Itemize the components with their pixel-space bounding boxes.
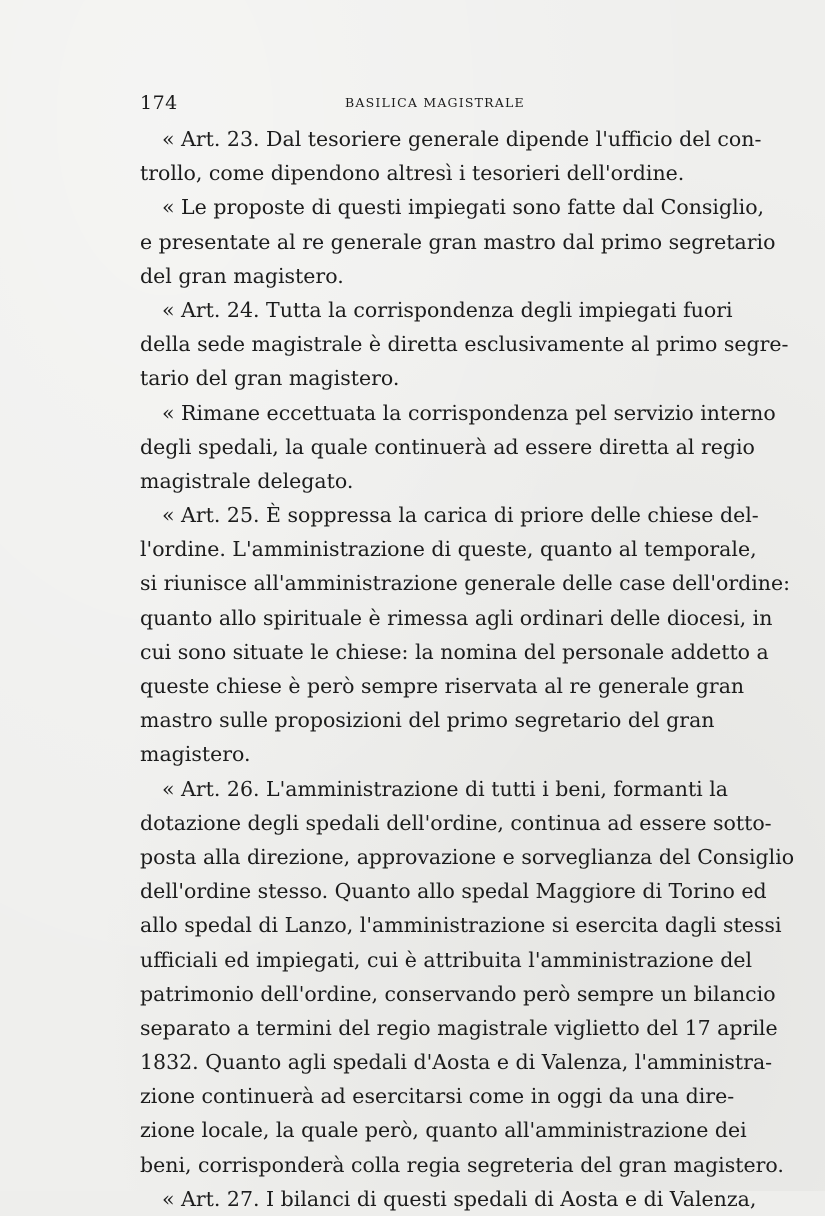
text-line: allo spedal di Lanzo, l'amministrazione si esercita dagli stessi — [140, 913, 782, 938]
text-line: queste chiese è però sempre riservata al re generale gran — [140, 674, 745, 698]
text-line: zione continuerà ad esercitarsi come in oggi da una dire- — [140, 1084, 735, 1109]
body-text — [140, 122, 795, 1216]
text-line: del gran magistero. — [140, 263, 344, 288]
text-line: « Art. 26. L'amministrazione di tutti i beni, formanti la — [162, 776, 729, 801]
text-line: ufficiali ed impiegati, cui è attribuita l'amministrazione del — [140, 947, 753, 972]
text-line: 1832. Quanto agli spedali d'Aosta e di Valenza, l'amministra- — [140, 1050, 773, 1075]
text-line: patrimonio dell'ordine, conservando però sempre un bilancio — [140, 981, 776, 1006]
running-head — [140, 92, 710, 114]
text-line: tario del gran magistero. — [140, 366, 400, 391]
text-line: « Art. 27. I bilanci di questi spedali di Aosta e di Valenza, — [162, 1186, 757, 1211]
text-line: beni, corrisponderà colla regia segreteria del gran magistero. — [140, 1152, 784, 1177]
text-line: « Art. 24. Tutta la corrispondenza degli impiegati fuori — [162, 297, 733, 322]
text-line: della sede magistrale è diretta esclusivamente al primo segre- — [140, 332, 789, 357]
text-line: si riunisce all'amministrazione generale delle case dell'ordine: — [140, 571, 791, 596]
text-line: l'ordine. L'amministrazione di queste, quanto al temporale, — [140, 537, 757, 562]
text-line: magistrale delegato. — [140, 468, 354, 493]
text-line: posta alla direzione, approvazione e sorveglianza del Consiglio — [140, 844, 795, 869]
text-line: mastro sulle proposizioni del primo segretario del gran — [140, 708, 715, 733]
text-line: « Art. 23. Dal tesoriere generale dipende l'ufficio del con- — [162, 127, 762, 151]
text-line: magistero. — [140, 742, 251, 767]
text-line: e presentate al re generale gran mastro dal primo segretario — [140, 229, 776, 254]
text-line: dotazione degli spedali dell'ordine, continua ad essere sotto- — [140, 810, 772, 835]
text-line: degli spedali, la quale continuerà ad essere diretta al regio — [140, 434, 755, 459]
running-title: BASILICA MAGISTRALE — [345, 95, 525, 110]
text-line: separato a termini del regio magistrale viglietto del 17 aprile — [140, 1015, 778, 1040]
text-line: quanto allo spirituale è rimessa agli ordinari delle diocesi, in — [140, 605, 773, 630]
text-line: « Rimane eccettuata la corrispondenza pel servizio interno — [162, 400, 776, 425]
text-line: « Art. 25. È soppressa la carica di priore delle chiese del- — [162, 503, 759, 528]
text-line: dell'ordine stesso. Quanto allo spedal Maggiore di Torino ed — [140, 879, 767, 904]
text-line: trollo, come dipendono altresì i tesorieri dell'ordine. — [140, 161, 685, 186]
text-line: « Le proposte di questi impiegati sono fatte dal Consiglio, — [162, 195, 765, 220]
text-line: cui sono situate le chiese: la nomina del personale addetto a — [140, 639, 769, 664]
page-number: 174 — [140, 92, 178, 114]
text-line: zione locale, la quale però, quanto all'amministrazione dei — [140, 1118, 747, 1143]
